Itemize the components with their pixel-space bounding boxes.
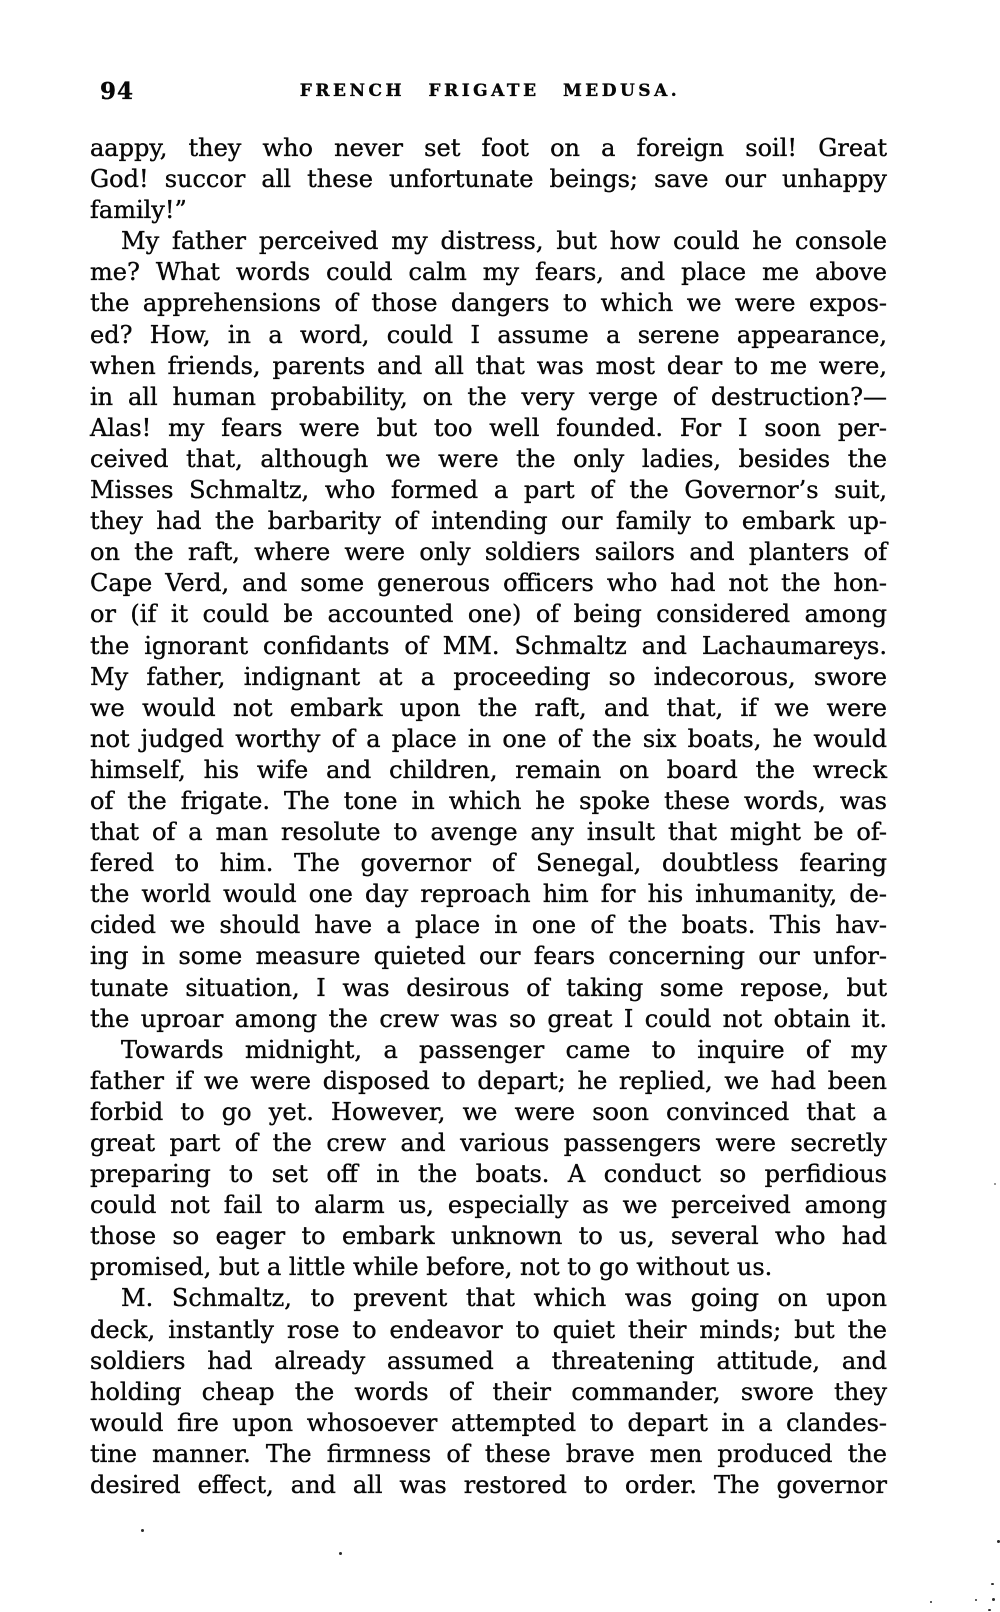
ink-speck (991, 1583, 994, 1585)
ink-speck (994, 1183, 996, 1185)
text-line: preparing to set off in the boats. A conduct so perfidious (90, 1160, 887, 1189)
ink-speck (141, 1529, 144, 1532)
running-title: FRENCH FRIGATE MEDUSA. (299, 81, 681, 101)
text-line: deck, instantly rose to endeavor to quiet their minds; but the (90, 1315, 887, 1344)
text-line: tunate situation, I was desirous of taking some repose, but (90, 973, 887, 1002)
page-body (90, 133, 887, 1501)
text-line: God! succor all these unfortunate beings; save our unhappy (90, 165, 887, 194)
text-line: the world would one day reproach him for his inhumanity, de- (90, 880, 887, 909)
text-line: that of a man resolute to avenge any insult that might be of- (90, 818, 887, 847)
text-line: tine manner. The firmness of these brave men produced the (90, 1439, 887, 1468)
text-line: forbid to go yet. However, we were soon convinced that a (90, 1097, 887, 1126)
text-line: they had the barbarity of intending our family to embark up- (90, 507, 887, 536)
text-line: great part of the crew and various passengers were secretly (90, 1129, 887, 1157)
text-line: ceived that, although we were the only ladies, besides the (90, 444, 887, 473)
ink-speck (339, 1552, 342, 1555)
text-line: aappy, they who never set foot on a foreign soil! Great (90, 134, 887, 162)
text-line: cided we should have a place in one of the boats. This hav- (90, 911, 887, 940)
text-line: would fire upon whosoever attempted to depart in a clandes- (90, 1408, 887, 1437)
text-line: himself, his wife and children, remain on board the wreck (90, 755, 887, 784)
text-line: on the raft, where were only soldiers sailors and planters of (90, 538, 887, 567)
text-line: could not fail to alarm us, especially as we perceived among (90, 1191, 887, 1220)
ink-speck (992, 1598, 995, 1601)
ink-speck (930, 1601, 932, 1603)
text-line: My father, indignant at a proceeding so indecorous, swore (90, 662, 887, 691)
text-line: father if we were disposed to depart; he replied, we had been (90, 1066, 887, 1095)
text-line: the uproar among the crew was so great I could not obtain it. (90, 1004, 887, 1033)
text-line: when friends, parents and all that was most dear to me were, (90, 351, 887, 380)
text-line: desired effect, and all was restored to order. The governor (90, 1471, 887, 1500)
text-line: holding cheap the words of their commander, swore they (90, 1377, 887, 1406)
text-line: of the frigate. The tone in which he spoke these words, was (90, 786, 887, 815)
text-line: or (if it could be accounted one) of being considered among (90, 600, 887, 629)
text-line: Cape Verd, and some generous officers who had not the hon- (90, 569, 887, 598)
text-line: M. Schmaltz, to prevent that which was going on upon (121, 1284, 887, 1313)
text-line: My father perceived my distress, but how could he console (121, 227, 887, 256)
text-line: those so eager to embark unknown to us, several who had (90, 1222, 887, 1251)
text-line: we would not embark upon the raft, and that, if we were (90, 693, 887, 722)
text-line: ing in some measure quieted our fears concerning our unfor- (90, 942, 887, 971)
text-line: the apprehensions of those dangers to which we were expos- (90, 289, 887, 318)
text-line: ed? How, in a word, could I assume a serene appearance, (90, 320, 887, 349)
page-number: 94 (100, 78, 135, 105)
ink-speck (988, 1609, 991, 1611)
text-line: me? What words could calm my fears, and place me above (90, 258, 887, 287)
text-line: Alas! my fears were but too well founded. For I soon per- (90, 413, 887, 442)
text-line: fered to him. The governor of Senegal, doubtless fearing (90, 849, 887, 878)
text-line: promised, but a little while before, not to go without us. (90, 1253, 773, 1282)
text-line: family!” (90, 196, 187, 225)
text-line: the ignorant confidants of MM. Schmaltz and Lachaumareys. (90, 631, 887, 660)
text-line: soldiers had already assumed a threatening attitude, and (90, 1346, 887, 1375)
text-line: Towards midnight, a passenger came to inquire of my (121, 1035, 887, 1064)
text-line: not judged worthy of a place in one of the six boats, he would (90, 724, 887, 753)
text-line: in all human probability, on the very verge of destruction?— (90, 382, 887, 411)
ink-speck (975, 1599, 977, 1601)
text-line: Misses Schmaltz, who formed a part of the Governor’s suit, (90, 476, 887, 505)
page-header (90, 78, 890, 108)
